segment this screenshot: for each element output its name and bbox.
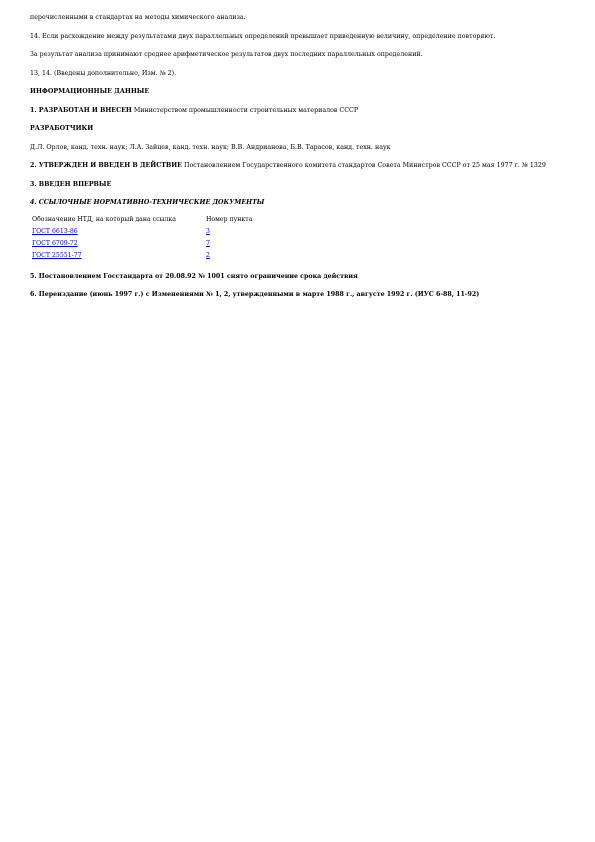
doc-link[interactable]: ГОСТ 6709-72 <box>32 240 78 247</box>
table-row <box>32 239 256 251</box>
result-clause: За результат анализа принимают среднее арифметическое результатов двух последних параллельных определений. <box>30 51 423 58</box>
info-item-5: 5. Постановлением Госстандарта от 20.08.92 № 1001 снято ограничение срока действия <box>30 272 358 280</box>
info-heading: ИНФОРМАЦИОННЫЕ ДАННЫЕ <box>30 88 150 95</box>
reference-table <box>32 215 256 263</box>
info-item-6: 6. Переиздание (июнь 1997 г.) с Изменениями № 1, 2, утвержденными в марте 1988 г., августе 1992 г. (ИУС 6-88, 11-92) <box>30 291 480 298</box>
table-row <box>32 227 256 239</box>
item-link[interactable]: 7 <box>206 240 210 247</box>
reference-table-header-row <box>32 215 256 227</box>
doc-link[interactable]: ГОСТ 6613-86 <box>32 228 78 235</box>
item-link[interactable]: 3 <box>206 228 210 235</box>
info-item-2-text: Постановлением Государственного комитета стандартов Совета Министров СССР от 25 мая 1977 г. № 1329 <box>184 162 546 169</box>
table-row <box>32 251 256 263</box>
info-item-4: 4. ССЫЛОЧНЫЕ НОРМАТИВНО-ТЕХНИЧЕСКИЕ ДОКУМЕНТЫ <box>30 199 265 206</box>
info-item-3: 3. ВВЕДЕН ВПЕРВЫЕ <box>30 180 112 188</box>
item-link[interactable]: 2 <box>206 252 210 259</box>
clause-14: 14. Если расхождение между результатами двух параллельных определений превышает приведенную величину, определение повторяют. <box>30 32 496 40</box>
doc-link[interactable]: ГОСТ 25551-77 <box>32 252 82 259</box>
info-item-2 <box>30 162 570 171</box>
amendment-note: 13, 14. (Введены дополнительно, Изм. № 2). <box>30 69 177 77</box>
info-item-1 <box>30 107 570 116</box>
continuation-text: перечисленными в стандартах на методы химического анализа. <box>30 14 246 21</box>
column-header-item: Номер пункта <box>206 216 253 223</box>
info-item-1-text: Министерством промышленности строительных материалов СССР <box>133 106 359 114</box>
column-header-document: Обозначение НТД, на который дана ссылка <box>32 216 176 223</box>
info-item-1-head: 1. РАЗРАБОТАН И ВНЕСЕН <box>30 106 132 114</box>
document-body <box>30 14 570 300</box>
developers-heading: РАЗРАБОТЧИКИ <box>30 125 94 132</box>
developers-list: Д.Л. Орлов, канд. техн. наук; Л.А. Зайцев, канд. техн. наук; В.В. Андрианова, Б.В. Тарасов, канд. техн. наук <box>30 143 391 151</box>
info-item-2-head: 2. УТВЕРЖДЕН И ВВЕДЕН В ДЕЙСТВИЕ <box>30 162 182 169</box>
